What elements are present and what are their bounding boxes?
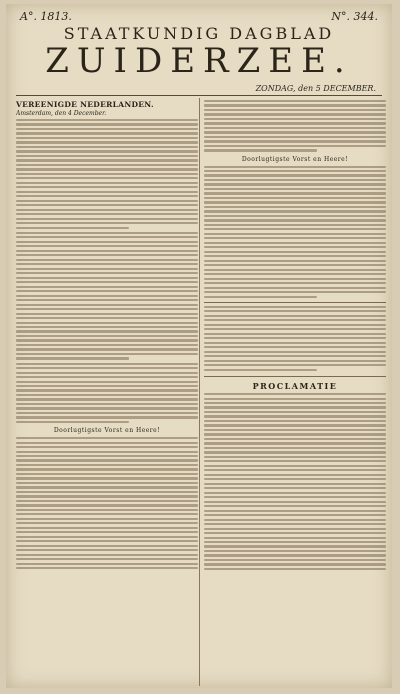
masthead-rule	[16, 95, 382, 96]
issue-date: ZONDAG, den 5 DECEMBER.	[255, 84, 376, 93]
article-text-block	[16, 363, 198, 423]
masthead-top-row	[20, 10, 378, 24]
article-text-block	[204, 393, 386, 570]
article-text-block	[16, 119, 198, 229]
masthead-title-line1: STAATKUNDIG DAGBLAD	[63, 24, 335, 43]
left-column	[16, 100, 198, 684]
column-divider	[199, 98, 200, 686]
newspaper-page	[6, 4, 392, 688]
issue-number: N°. 344.	[331, 10, 378, 23]
article-text-block	[204, 166, 386, 298]
article-text-block	[16, 437, 198, 569]
proclamation-heading: PROCLAMATIE	[252, 381, 338, 392]
article-text-block	[204, 100, 386, 152]
right-column	[204, 100, 386, 684]
issue-year: A°. 1813.	[20, 10, 72, 23]
section-heading: VEREENIGDE NEDERLANDEN.	[16, 100, 154, 109]
address-heading: Doorlugtigste Vorst en Heere!	[241, 155, 349, 163]
masthead-title-line2: ZUIDERZEE.	[45, 41, 353, 81]
article-text-block	[16, 232, 198, 360]
section-dateline: Amsterdam, den 4 December.	[16, 110, 107, 117]
boxed-notice	[204, 302, 386, 377]
address-heading: Doorlugtigste Vorst en Heere!	[53, 427, 161, 435]
